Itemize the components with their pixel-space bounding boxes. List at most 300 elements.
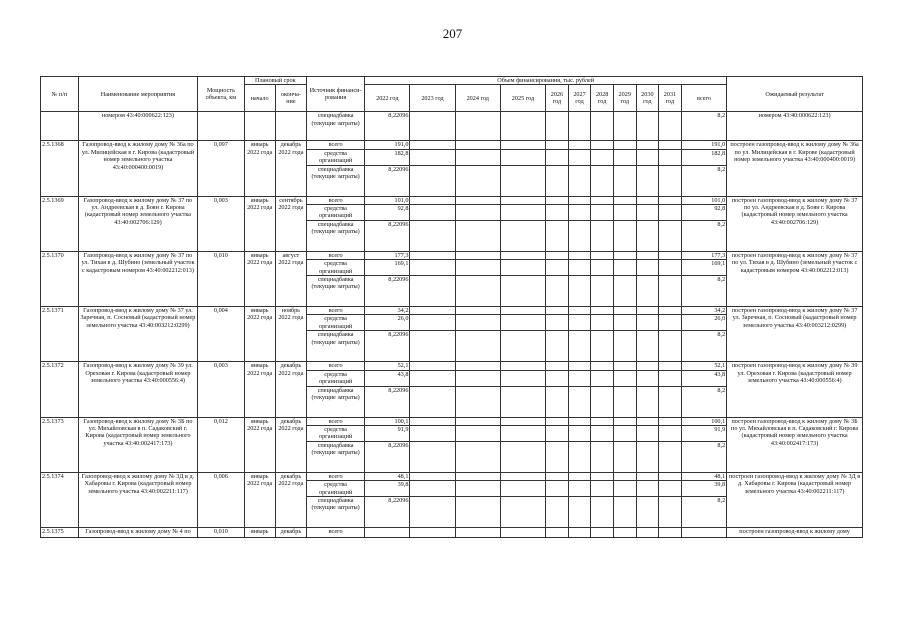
value-empty [455,196,500,204]
value-empty [568,315,591,331]
source-cell: всего [307,362,365,370]
value-empty [591,220,614,251]
value-empty [546,441,569,472]
value-empty [546,370,569,386]
value-empty [546,196,569,204]
value-empty [546,496,569,527]
end-cell: ноябрь 2022 года [275,307,306,362]
value-empty [636,307,659,315]
value-empty [568,220,591,251]
value-empty [500,307,545,315]
end-cell: декабрь 2022 года [275,472,306,527]
value-empty [591,165,614,196]
value-empty [659,276,682,307]
value-empty [546,251,569,259]
value-empty [410,441,455,472]
value-empty [546,527,569,537]
value-empty [500,315,545,331]
value-empty [568,370,591,386]
value-empty [613,141,636,149]
name-cell: Газопровод-ввод к жилому дому № 3Д в д. Хабаровы г. Кирова (кадастровый номер земельного участка 43:40:002211:117) [78,472,198,527]
value-empty [591,141,614,149]
capacity-cell: 0,010 [198,527,244,537]
source-cell: всего [307,196,365,204]
value-total: 26,0 [681,315,726,331]
value-empty [659,149,682,165]
value-empty [546,481,569,497]
value-empty [568,196,591,204]
capacity-cell [198,112,244,141]
value-empty [613,165,636,196]
value-empty [568,417,591,425]
start-cell: январь 2022 года [244,472,275,527]
start-cell: январь 2022 года [244,196,275,251]
value-total: 8,2 [681,441,726,472]
name-cell: Газопровод-ввод к жилому дому № 3Б по ул. Михайловская в п. Садаковский г. Кирова (кадастровый номер земельного участка 43:40:002417:173) [78,417,198,472]
value-empty [500,362,545,370]
value-empty [613,425,636,441]
name-cell: Газопровод-ввод к жилому дому № 4 по [78,527,198,537]
value-empty [613,315,636,331]
table-row [41,112,863,141]
value-empty [500,141,545,149]
value-empty [613,149,636,165]
result-cell: построен газопровод-ввод к жилому дому [727,527,863,537]
value-empty [659,425,682,441]
value-total: 182,8 [681,149,726,165]
value-2022: 177,3 [365,251,410,259]
result-cell: построен газопровод-ввод к жилому дому № 37 по ул. Андреевская в д. Боян г. Кирова (кадастровый номер земельного участка 43:40:002706:129) [727,196,863,251]
value-empty [500,386,545,417]
source-cell: средства организаций [307,205,365,221]
name-cell: Газопровод-ввод к жилому дому № 37 по ул. Тихая в д. Шубино (земельный участок с кадастровым номером 43:40:002212:013) [78,251,198,306]
header-year: 2023 год [410,85,455,112]
value-empty [568,481,591,497]
value-empty [546,205,569,221]
source-cell: всего [307,417,365,425]
capacity-cell: 0,006 [198,472,244,527]
value-2022: 8,22096 [365,331,410,362]
value-empty [546,425,569,441]
source-cell: всего [307,141,365,149]
header-year: 2028 год [591,85,614,112]
value-empty [455,386,500,417]
value-empty [410,425,455,441]
value-empty [568,276,591,307]
source-cell: средства организаций [307,149,365,165]
value-2022: 26,0 [365,315,410,331]
num-cell [41,112,79,141]
value-empty [455,205,500,221]
start-cell [244,112,275,141]
value-empty [455,149,500,165]
value-2022: 48,1 [365,472,410,480]
value-total: 8,2 [681,386,726,417]
value-empty [455,165,500,196]
value-empty [659,205,682,221]
value-total: 92,8 [681,205,726,221]
value-empty [636,141,659,149]
value-empty [636,260,659,276]
value-empty [455,220,500,251]
value-empty [410,370,455,386]
value-empty [410,276,455,307]
value-empty [410,165,455,196]
value-empty [613,441,636,472]
value-empty [659,251,682,259]
header-year: 2030 год [636,85,659,112]
value-empty [591,425,614,441]
result-cell: построен газопровод-ввод к жилому дому № 36а по ул. Милицейская в г. Кирове (кадастровый номер земельного участка 43:40:000400:0019) [727,141,863,196]
value-empty [568,149,591,165]
value-empty [659,260,682,276]
value-total: 8,2 [681,112,726,141]
value-total: 8,2 [681,165,726,196]
result-cell: построен газопровод-ввод к жилому дому № 39 ул. Ореховая г. Кирова (кадастровый номер земельного участка 43:40:000556:4) [727,362,863,417]
header-year: 2026 год [546,85,569,112]
value-empty [613,527,636,537]
name-cell: Газопровод-ввод к жилому дому № 37 по ул. Андреевская в д. Боян г. Кирова (кадастровый номер земельного участка 43:40:002706:129) [78,196,198,251]
num-cell: 2.5.1370 [41,251,79,306]
header-source: Источник финанси-рования [307,77,365,112]
result-cell: построен газопровод-ввод к жилому дому № 37 ул. Заречная, п. Сосновый (кадастровый номер земельного участка 43:40:003212:0299) [727,307,863,362]
value-empty [455,496,500,527]
value-empty [455,112,500,141]
value-empty [568,307,591,315]
value-empty [500,165,545,196]
value-2022: 182,8 [365,149,410,165]
num-cell: 2.5.1374 [41,472,79,527]
value-empty [455,362,500,370]
table-row [41,141,863,149]
value-2022: 39,8 [365,481,410,497]
value-empty [546,472,569,480]
value-empty [500,260,545,276]
source-cell: средства организаций [307,481,365,497]
value-empty [636,315,659,331]
value-empty [613,331,636,362]
value-total: 91,9 [681,425,726,441]
value-empty [455,315,500,331]
value-empty [500,370,545,386]
value-total: 8,2 [681,276,726,307]
capacity-cell: 0,003 [198,196,244,251]
table-row [41,527,863,537]
value-empty [613,496,636,527]
value-total: 8,2 [681,331,726,362]
value-empty [455,307,500,315]
source-cell: средства организаций [307,370,365,386]
source-cell: спецнадбавка (текущие затраты) [307,331,365,362]
value-empty [659,307,682,315]
num-cell: 2.5.1372 [41,362,79,417]
value-empty [500,276,545,307]
source-cell: всего [307,472,365,480]
header-year: 2029 год [613,85,636,112]
value-empty [613,362,636,370]
value-empty [659,370,682,386]
value-2022: 8,22096 [365,386,410,417]
value-empty [410,149,455,165]
end-cell: сентябрь 2022 года [275,196,306,251]
value-empty [613,220,636,251]
value-empty [613,196,636,204]
value-empty [500,496,545,527]
value-empty [500,331,545,362]
value-empty [568,112,591,141]
value-empty [410,220,455,251]
source-cell: всего [307,307,365,315]
value-2022: 92,8 [365,205,410,221]
value-total: 177,3 [681,251,726,259]
value-empty [568,141,591,149]
name-cell: Газопровод-ввод к жилому дому № 36а по ул. Милицейская в г. Кирова (кадастровый номер земельного участка 43:40:000400:0019) [78,141,198,196]
num-cell: 2.5.1368 [41,141,79,196]
value-empty [636,362,659,370]
capacity-cell: 0,003 [198,362,244,417]
value-2022 [365,527,410,537]
source-cell: спецнадбавка (текущие затраты) [307,386,365,417]
value-empty [659,112,682,141]
value-empty [636,251,659,259]
value-empty [613,481,636,497]
value-empty [659,441,682,472]
value-empty [636,472,659,480]
source-cell: средства организаций [307,260,365,276]
value-empty [500,425,545,441]
value-total: 43,8 [681,370,726,386]
source-cell: спецнадбавка (текущие затраты) [307,112,365,141]
value-empty [636,370,659,386]
value-empty [568,496,591,527]
end-cell: декабрь 2022 года [275,141,306,196]
value-empty [546,315,569,331]
value-empty [500,417,545,425]
value-empty [410,315,455,331]
start-cell: январь 2022 года [244,362,275,417]
source-cell: спецнадбавка (текущие затраты) [307,276,365,307]
value-empty [636,205,659,221]
value-empty [659,527,682,537]
header-result: Ожидаемый результат [727,77,863,112]
value-empty [591,527,614,537]
source-cell: спецнадбавка (текущие затраты) [307,165,365,196]
value-empty [455,260,500,276]
start-cell: январь [244,527,275,537]
value-empty [500,527,545,537]
value-empty [546,141,569,149]
value-empty [613,472,636,480]
value-empty [591,362,614,370]
value-empty [636,220,659,251]
result-cell: построен газопровод-ввод к жилому дому № 3Д в д. Хабаровы г. Кирова (кадастровый номер земельного участка 43:40:002211:117) [727,472,863,527]
value-empty [636,331,659,362]
source-cell: спецнадбавка (текущие затраты) [307,496,365,527]
name-cell: номером 43:40:000622:123) [78,112,198,141]
end-cell: декабрь 2022 года [275,417,306,472]
value-empty [410,307,455,315]
value-2022: 43,8 [365,370,410,386]
value-empty [410,527,455,537]
header-term: Плановый срок [244,77,306,85]
capacity-cell: 0,004 [198,307,244,362]
start-cell: январь 2022 года [244,141,275,196]
value-empty [568,165,591,196]
value-empty [455,527,500,537]
value-empty [659,386,682,417]
num-cell: 2.5.1375 [41,527,79,537]
result-cell: номером 43:40:000622:123) [727,112,863,141]
result-cell: построен газопровод-ввод к жилому дому № 3Б по ул. Михайловская в п. Садаковский г. Кирова (кадастровый номер земельного участка 43:40:002417:173) [727,417,863,472]
value-empty [591,307,614,315]
value-empty [455,251,500,259]
end-cell [275,112,306,141]
value-empty [410,417,455,425]
value-empty [500,481,545,497]
value-empty [410,362,455,370]
value-empty [613,112,636,141]
start-cell: январь 2022 года [244,251,275,306]
header-year: 2025 год [500,85,545,112]
value-empty [500,441,545,472]
value-empty [636,481,659,497]
value-empty [613,276,636,307]
value-empty [568,386,591,417]
table-row [41,472,863,480]
name-cell: Газопровод-ввод к жилому дому № 37 ул. Заречная, п. Сосновый (кадастровый номер земельного участка 43:40:003212:0299) [78,307,198,362]
value-empty [455,141,500,149]
value-empty [659,196,682,204]
table-row [41,362,863,370]
value-2022: 8,22096 [365,441,410,472]
value-empty [455,441,500,472]
value-empty [568,441,591,472]
value-empty [546,260,569,276]
table-row [41,196,863,204]
value-empty [546,307,569,315]
value-total [681,527,726,537]
value-empty [636,386,659,417]
value-total: 52,1 [681,362,726,370]
value-empty [455,331,500,362]
value-total: 8,2 [681,496,726,527]
value-empty [591,205,614,221]
value-empty [546,386,569,417]
source-cell: спецнадбавка (текущие затраты) [307,220,365,251]
value-empty [591,331,614,362]
value-empty [455,481,500,497]
value-empty [613,307,636,315]
value-empty [410,481,455,497]
value-empty [591,472,614,480]
source-cell: спецнадбавка (текущие затраты) [307,441,365,472]
value-total: 101,0 [681,196,726,204]
name-cell: Газопровод-ввод к жилому дому № 39 ул. Ореховая г. Кирова (кадастровый номер земельного участка 43:40:000556:4) [78,362,198,417]
value-empty [591,417,614,425]
value-empty [636,196,659,204]
value-2022: 8,22096 [365,165,410,196]
num-cell: 2.5.1369 [41,196,79,251]
value-empty [591,386,614,417]
value-2022: 91,9 [365,425,410,441]
value-empty [568,331,591,362]
value-total: 100,1 [681,417,726,425]
value-total: 48,1 [681,472,726,480]
value-empty [568,251,591,259]
value-empty [568,472,591,480]
value-empty [659,331,682,362]
header-name: Наименование мероприятия [78,77,198,112]
value-empty [546,220,569,251]
value-empty [500,205,545,221]
value-empty [659,165,682,196]
value-empty [591,196,614,204]
value-empty [455,472,500,480]
header-term-start: начало [244,85,275,112]
header-year: 2027 год [568,85,591,112]
value-empty [591,496,614,527]
value-empty [659,472,682,480]
value-empty [613,370,636,386]
value-empty [546,276,569,307]
value-empty [410,331,455,362]
header-num: № п/п [41,77,79,112]
header-year: 2024 год [455,85,500,112]
value-empty [591,370,614,386]
value-2022: 52,1 [365,362,410,370]
value-2022: 191,0 [365,141,410,149]
value-empty [410,472,455,480]
value-empty [613,260,636,276]
source-cell: всего [307,527,365,537]
value-empty [455,425,500,441]
value-empty [410,386,455,417]
value-empty [636,417,659,425]
end-cell: август 2022 года [275,251,306,306]
value-empty [659,315,682,331]
value-empty [568,260,591,276]
value-empty [659,141,682,149]
value-total: 39,8 [681,481,726,497]
value-2022: 8,22096 [365,112,410,141]
start-cell: январь 2022 года [244,307,275,362]
value-empty [636,112,659,141]
table-row [41,251,863,259]
header-row [41,77,863,85]
value-empty [591,260,614,276]
table-row [41,307,863,315]
result-cell: построен газопровод-ввод к жилому дому № 37 по ул. Тихая в д. Шубино (земельный участок с кадастровым номером 43:40:002212:013) [727,251,863,306]
value-empty [500,251,545,259]
value-empty [500,472,545,480]
value-empty [546,165,569,196]
value-empty [410,205,455,221]
value-2022: 101,0 [365,196,410,204]
value-empty [613,205,636,221]
funding-table [40,76,863,538]
value-empty [636,496,659,527]
source-cell: средства организаций [307,315,365,331]
value-empty [568,527,591,537]
header-capacity: Мощность объекта, км [198,77,244,112]
value-empty [591,441,614,472]
value-empty [410,251,455,259]
header-funding: Объем финансирования, тыс. рублей [365,77,727,85]
value-empty [546,149,569,165]
value-2022: 8,22096 [365,220,410,251]
value-empty [455,417,500,425]
value-empty [636,527,659,537]
